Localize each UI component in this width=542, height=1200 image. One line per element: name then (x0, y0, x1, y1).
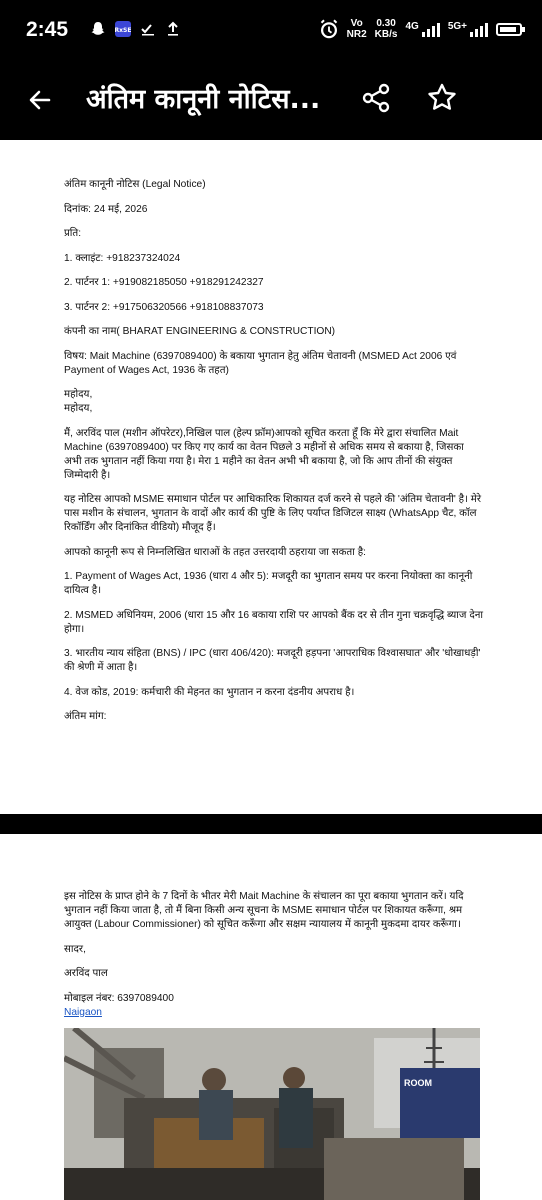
body-paragraph: आपको कानूनी रूप से निम्नलिखित धाराओं के तहत उत्तरदायी ठहराया जा सकता है: (64, 546, 366, 558)
sim2-label: 5G+ (447, 21, 467, 32)
signal-bars-icon (470, 21, 488, 37)
machine-photo-image (64, 1028, 480, 1200)
upload-icon (165, 21, 181, 37)
app-badge-icon (115, 21, 131, 37)
status-time: 2:45 (26, 18, 69, 41)
volte-label: Vo (350, 18, 363, 29)
share-icon (356, 78, 396, 118)
sender-mobile: मोबाइल नंबर: 6397089400 (64, 992, 174, 1004)
star-button[interactable] (422, 78, 462, 118)
salutation: महोदय, (64, 403, 93, 414)
body-paragraph: यह नोटिस आपको MSME समाधान पोर्टल पर आधिकारिक शिकायत दर्ज करने से पहले की 'अंतिम चेतावनी' है। मेरे पास मशीन के संचालन, भुगतान के वादों और कार्य की पुष्टि के लिए पर्याप्त डिजिटल साक्ष्य (WhatsApp चैट, कॉल रिकॉर्डिंग और दिनांकित वीडियो) मौजूद हैं। (64, 494, 482, 533)
notice-date: दिनांक: 24 मई, 2026 (64, 203, 148, 215)
back-arrow-icon (27, 87, 53, 113)
legal-clause: 3. भारतीय न्याय संहिता (BNS) / IPC (धारा 406/420): मजदूरी हड़पना 'आपराधिक विश्वासघात' और 'धोखाधड़ी' की श्रेणी में आता है। (64, 648, 481, 673)
site-photo (64, 1028, 480, 1200)
subject: विषय: Mait Machine (6397089400) के बकाया भुगतान हेतु अंतिम चेतावनी (MSMED Act 2006 एवं Payment of Wages Act, 1936 के तहत) (64, 350, 457, 376)
body-paragraph: मैं, अरविंद पाल (मशीन ऑपरेटर),निखिल पाल (हेल्प फ्रॉम)आपको सूचित करता हूँ कि मेरे द्वारा संचालित Mait Machine (6397089400) पर किए गए कार्य का वेतन पिछले 3 महीनों से अधिक समय से बकाया है, जिसका अभी तक भुगतान नहीं किया गया है। मेरा 1 महीने का वेतन अभी भी बकाया है, जो कि आप तीनों की संयुक्त जिम्मेदारी है। (64, 427, 464, 481)
recipient-partner-2: 3. पार्टनर 2: +917506320566 +918108837073 (64, 301, 264, 313)
recipient-label: प्रति: (64, 228, 82, 239)
snapchat-icon (90, 21, 106, 37)
status-right (319, 18, 522, 40)
page-2-text (64, 890, 484, 1020)
back-button[interactable] (20, 80, 60, 120)
body-paragraph: इस नोटिस के प्राप्त होने के 7 दिनों के भीतर मेरी Mait Machine के संचालन का पूरा बकाया भुगतान करें। यदि भुगतान नहीं किया जाता है, तो मैं बिना किसी अन्य सूचना के MSME समाधान पोर्टल पर शिकायत करूँगा, श्रम आयुक्त (Labour Commissioner) को सूचित करूँगा और सक्षम न्यायालय में कानूनी मुकदमा दायर करूँगा। (64, 891, 464, 930)
legal-clause: 4. वेज कोड, 2019: कर्मचारी की मेहनत का भुगतान न करना दंडनीय अपराध है। (64, 686, 355, 698)
app-bar (0, 62, 542, 140)
legal-clause: 1. Payment of Wages Act, 1936 (धारा 4 और 5): मजदूरी का भुगतान समय पर करना नियोक्ता का कानूनी दायित्व है। (64, 571, 473, 596)
svg-text:RxSE: RxSE (115, 27, 131, 34)
speed-value: 0.30 (376, 18, 396, 29)
notification-icons (90, 21, 181, 37)
sender-name: अरविंद पाल (64, 968, 108, 979)
sim2-signal (448, 21, 488, 37)
recipient-client: 1. क्लाइंट: +918237324024 (64, 252, 181, 264)
document-title: अंतिम कानूनी नोटिस... (86, 84, 321, 115)
building-sign: ROOM (404, 1078, 432, 1088)
final-demand-heading: अंतिम मांग: (64, 711, 107, 722)
speed-unit: KB/s (374, 29, 398, 40)
location-link[interactable]: Naigaon (64, 1006, 102, 1018)
notice-heading: अंतिम कानूनी नोटिस (Legal Notice) (64, 179, 206, 190)
document-page-2 (0, 834, 542, 1200)
sim1-signal (405, 21, 439, 37)
salutation: महोदय, (64, 389, 93, 400)
check-icon (140, 21, 156, 37)
speed-indicator (375, 18, 398, 40)
document-page-1 (0, 140, 542, 814)
battery-icon (496, 23, 522, 36)
nr-label: NR2 (346, 29, 367, 40)
sim1-label: 4G (405, 21, 419, 32)
status-bar (0, 0, 542, 62)
company-name: कंपनी का नाम( BHARAT ENGINEERING & CONSTRUCTION) (64, 326, 336, 337)
volte-indicator (347, 18, 367, 40)
signal-bars-icon (422, 21, 440, 37)
recipient-partner-1: 2. पार्टनर 1: +919082185050 +918291242327 (64, 277, 264, 288)
share-button[interactable] (356, 78, 396, 118)
alarm-icon (319, 19, 339, 39)
legal-clause: 2. MSMED अधिनियम, 2006 (धारा 15 और 16 बकाया राशि पर आपको बैंक दर से तीन गुना चक्रवृद्धि ब्याज देना होगा। (64, 609, 484, 635)
closing: सादर, (64, 943, 86, 955)
page-1-text (64, 178, 484, 735)
star-icon (422, 78, 462, 118)
